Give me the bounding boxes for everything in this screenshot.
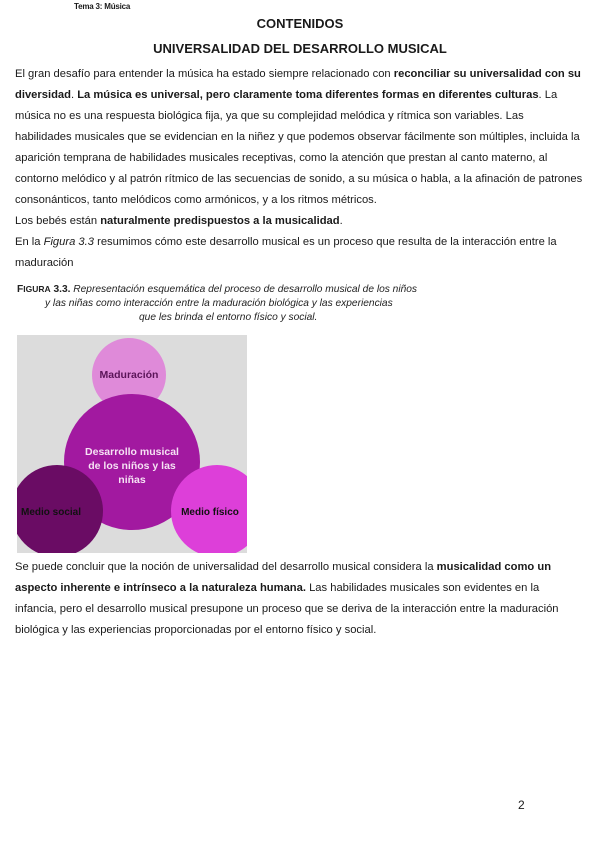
text-run: Se puede concluir que la noción de universalidad del desarrollo musical considera la: [15, 561, 437, 573]
label-smallcaps: IGURA: [23, 284, 51, 294]
text-run: .: [70, 89, 78, 101]
text-run: .: [339, 215, 343, 227]
paragraph-intro: [15, 64, 583, 211]
desarrollo-label-line-1: Desarrollo musical: [85, 446, 179, 458]
bold-run: reconciliar su universalidad con su diversidad: [15, 68, 581, 101]
page-title: UNIVERSALIDAD DEL DESARROLLO MUSICAL: [153, 41, 447, 56]
medio-social-label: Medio social: [21, 507, 82, 518]
development-diagram: [17, 335, 247, 553]
text-run: Las habilidades musicales son evidentes en la infancia, pero el desarrollo musical presupone un proceso que se deriva de la interacción entre la maduración biológica y las experiencias proporcionadas por el entorno físico y social.: [15, 582, 559, 636]
paragraph-conclusion: [15, 557, 583, 641]
paragraph-babies: [15, 211, 583, 232]
body-text-top: [15, 64, 583, 274]
text-run: . La música no es una respuesta biológica fija, ya que su complejidad melódica y rítmica son variables. Las habilidades musicales que se evidencian en la niñez y que podemos observar fácilmente son múltiples, incluida la aparición temprana de habilidades musicales receptivas, como la atención que prestan al canto materno, al contorno melódico y al patrón rítmico de las secuencias de sonido, a su música o habla, a la afinación de patrones consonánticos, tanto melódicos como armónicos, y a los ritmos métricos.: [15, 89, 583, 206]
section-heading: CONTENIDOS: [256, 16, 344, 31]
text-run: En la: [15, 236, 44, 248]
caption-line-2: y las niñas como interacción entre la maduración biológica y las experiencias: [45, 298, 393, 309]
figure-label: [17, 284, 70, 295]
caption-line-1: Representación esquemática del proceso de desarrollo musical de los niños: [70, 284, 418, 295]
medio-fisico-label: Medio físico: [181, 507, 239, 518]
bold-run: La música es universal, pero claramente toma diferentes formas en diferentes culturas: [77, 89, 539, 101]
label-number: 3.3.: [50, 284, 71, 295]
figure-reference: Figura 3.3: [43, 236, 94, 248]
caption-line-3: que les brinda el entorno físico y social.: [139, 312, 318, 323]
maduracion-label: Maduración: [99, 369, 159, 381]
text-run: resumimos cómo este desarrollo musical es un proceso que resulta de la interacción entre la maduración: [15, 236, 557, 269]
header-tag: Tema 3: Música: [74, 2, 131, 11]
page-number: 2: [518, 798, 525, 812]
figure-caption: [17, 282, 487, 325]
bold-run: musicalidad como un aspecto inherente e intrínseco a la naturaleza humana.: [15, 561, 552, 594]
body-text-bottom: [15, 557, 583, 641]
paragraph-figure-ref: [15, 232, 583, 274]
text-run: El gran desafío para entender la música ha estado siempre relacionado con: [15, 68, 394, 80]
label-initial: F: [17, 284, 24, 295]
desarrollo-label-line-2: de los niños y las: [88, 460, 176, 472]
text-run: Los bebés están: [15, 215, 101, 227]
desarrollo-label-line-3: niñas: [118, 474, 146, 486]
bold-run: naturalmente predispuestos a la musicalidad: [100, 215, 340, 227]
